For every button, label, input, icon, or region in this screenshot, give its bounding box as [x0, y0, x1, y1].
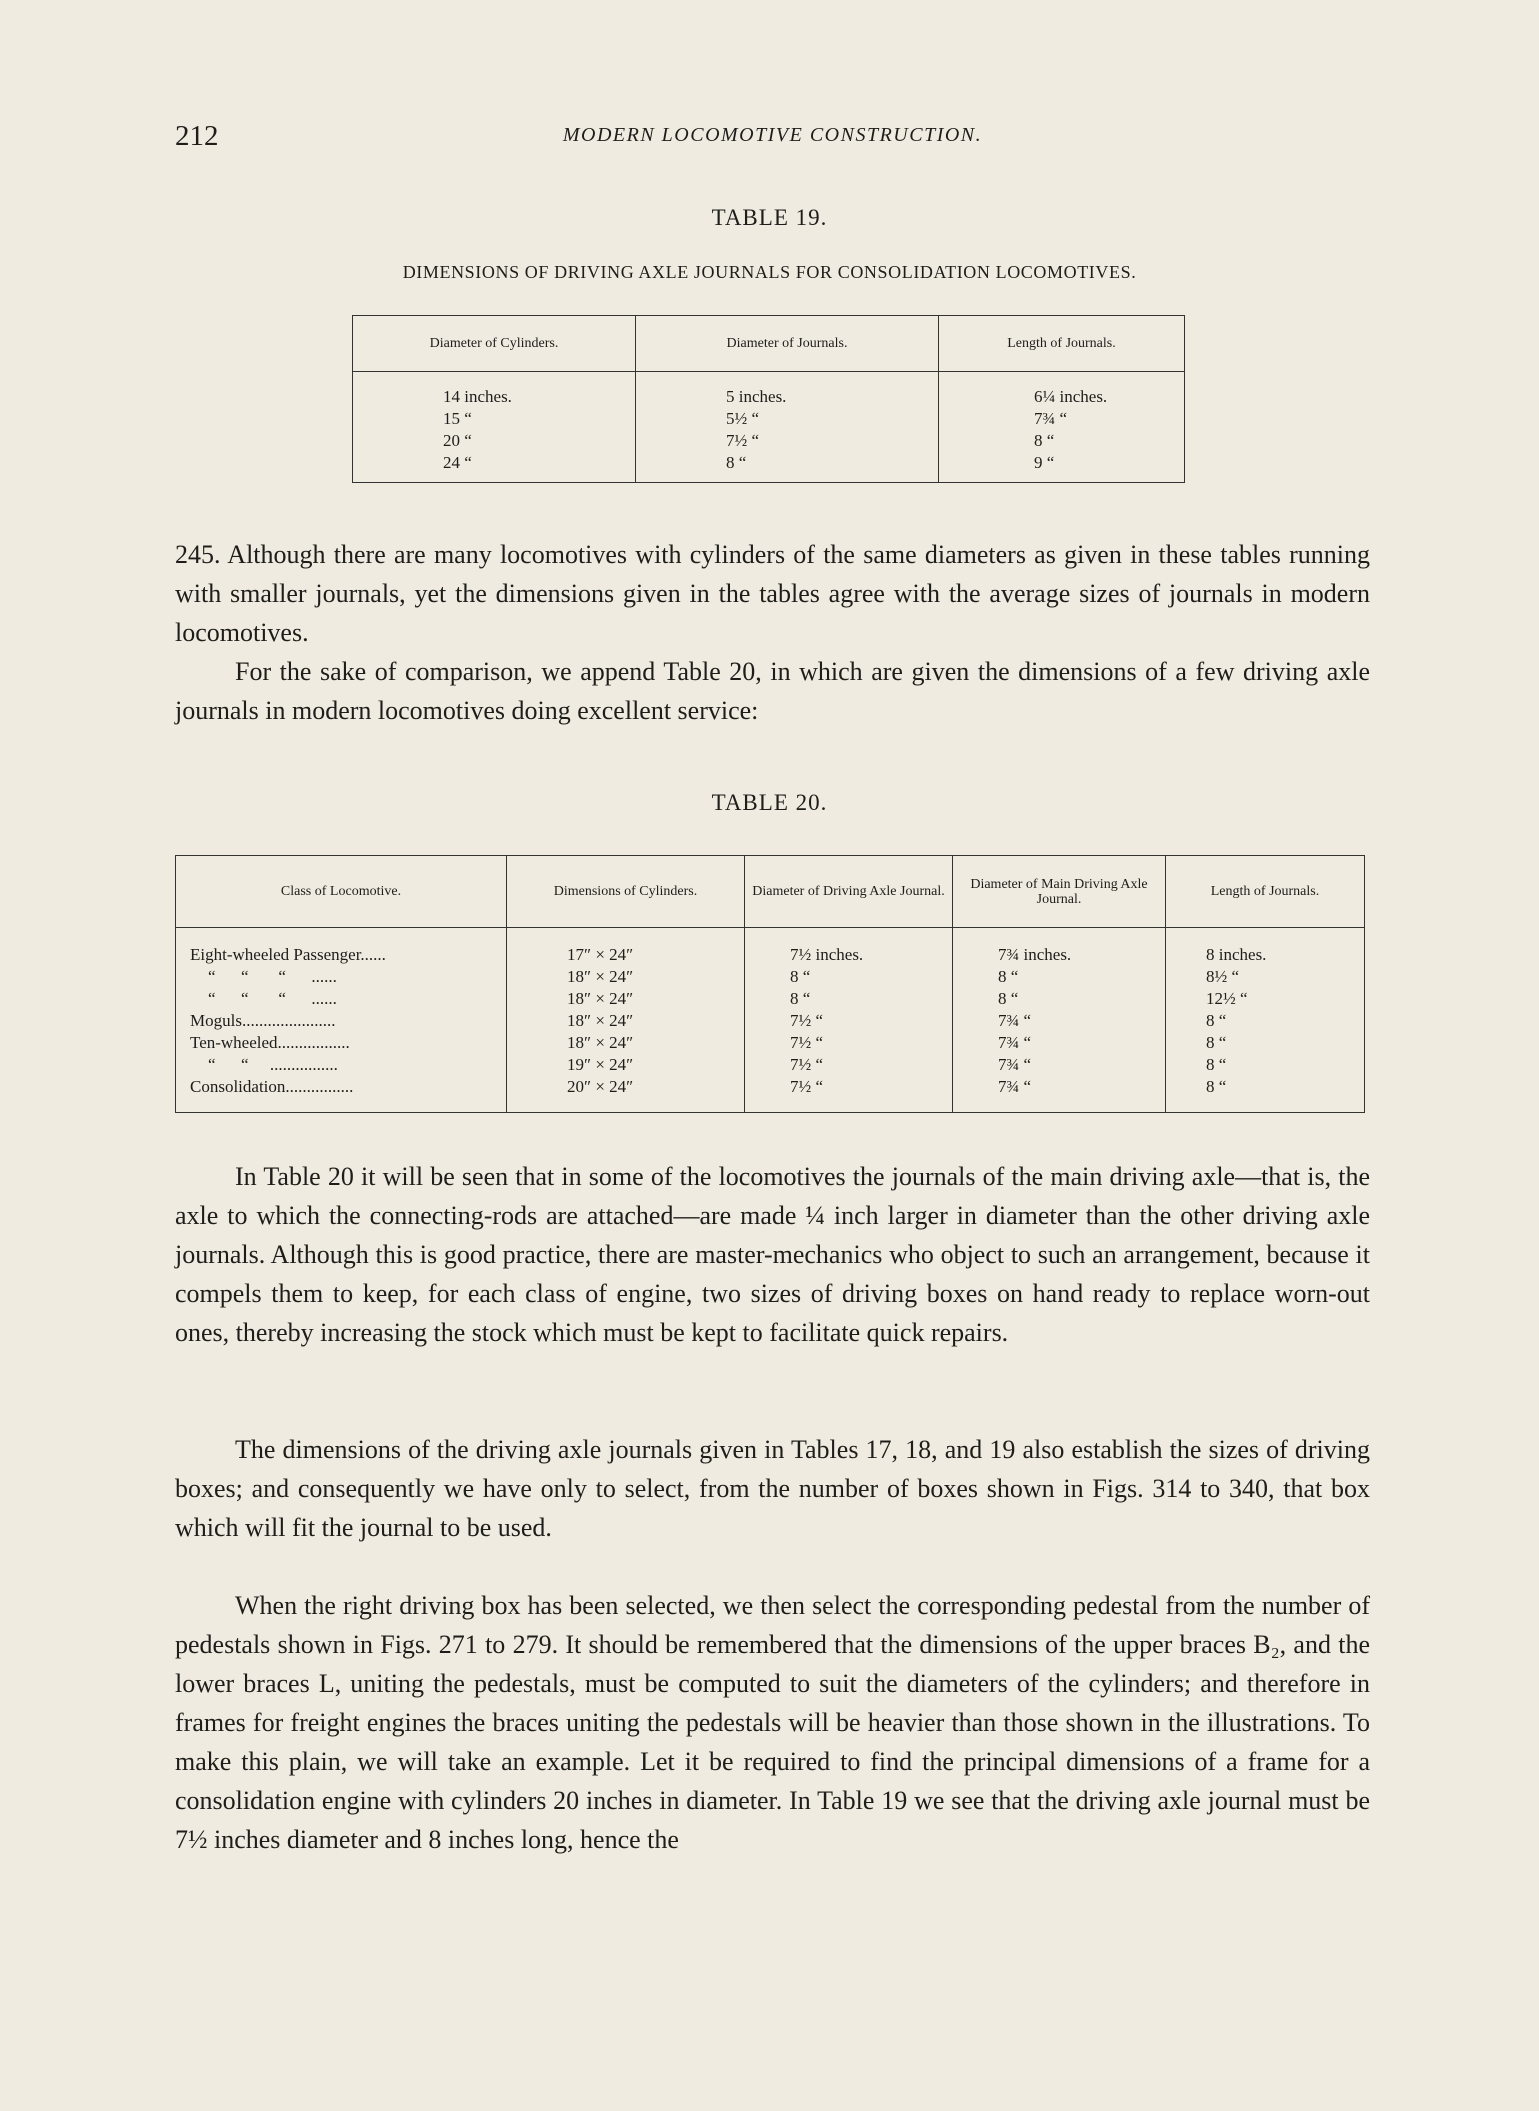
table-20-header-main-driving-axle: Diameter of Main Driving Axle Journal. — [953, 856, 1166, 928]
table-20-header-cylinders: Dimensions of Cylinders. — [507, 856, 745, 928]
table-19-title: TABLE 19. — [711, 205, 828, 230]
table-cell: 14 inches. — [443, 387, 512, 406]
table-cell: 8 “ — [1206, 1055, 1227, 1074]
table-20-title: TABLE 20. — [711, 790, 828, 815]
page-number: 212 — [175, 120, 219, 152]
table-cell: 7½ “ — [790, 1033, 824, 1052]
table-20-header-length: Length of Journals. — [1166, 856, 1365, 928]
table-19-col-journal-length — [939, 372, 1185, 483]
table-19-header-cylinders: Diameter of Cylinders. — [353, 316, 636, 372]
table-cell: Consolidation................ — [190, 1077, 354, 1096]
table-cell: Eight-wheeled Passenger...... — [190, 945, 386, 964]
paragraph-245: 245. Although there are many locomotives with cylinders of the same diameters as given in these tables running with smaller journals, yet the dimensions given in the tables agree with the average sizes of journals in modern locomotives. — [175, 540, 1370, 647]
table-cell: 20″ × 24″ — [567, 1077, 634, 1096]
table-cell: 8 inches. — [1206, 945, 1267, 964]
table-cell: “ “ “ ...... — [208, 967, 337, 986]
table-20-header-driving-axle: Diameter of Driving Axle Journal. — [745, 856, 953, 928]
table-cell: 8 “ — [998, 967, 1019, 986]
table-cell: “ “ “ ...... — [208, 989, 337, 1008]
running-head: MODERN LOCOMOTIVE CONSTRUCTION. — [562, 124, 983, 146]
table-cell: 8 “ — [1206, 1011, 1227, 1030]
table-cell: Ten-wheeled................. — [190, 1033, 350, 1052]
table-cell: “ “ ................ — [208, 1055, 338, 1074]
table-19-col-cylinders — [353, 372, 636, 483]
table-cell: 7¾ “ — [998, 1033, 1032, 1052]
table-cell: 5 inches. — [726, 387, 787, 406]
paragraph-table-20: In Table 20 it will be seen that in some of the locomotives the journals of the main driving axle—that is, the axle to which the connecting-rods are attached—are made ¼ inch larger in diameter than the other driving axle journals. Although this is good practice, there are master-mechanics who object to such an arrangement, because it compels them to keep, for each class of engine, two sizes of driving boxes on hand ready to replace worn-out ones, thereby increasing the stock which must be kept to facilitate quick repairs. — [175, 1162, 1370, 1347]
table-cell: Moguls...................... — [190, 1011, 336, 1030]
table-cell: 18″ × 24″ — [567, 967, 634, 986]
table-cell: 7¾ “ — [998, 1055, 1032, 1074]
table-19-header-journal-length: Length of Journals. — [939, 316, 1185, 372]
table-cell: 8½ “ — [1206, 967, 1240, 986]
table-cell: 8 “ — [726, 453, 747, 472]
table-cell: 7½ “ — [790, 1055, 824, 1074]
table-cell: 7½ “ — [790, 1077, 824, 1096]
table-cell: 7½ inches. — [790, 945, 864, 964]
page-header — [175, 120, 1370, 160]
table-19 — [352, 315, 1185, 483]
table-cell: 6¼ inches. — [1034, 387, 1108, 406]
table-cell: 8 “ — [1206, 1077, 1227, 1096]
paragraph-comparison: For the sake of comparison, we append Table 20, in which are given the dimensions of a few driving axle journals in modern locomotives doing excellent service: — [175, 657, 1370, 725]
table-cell: 8 “ — [790, 967, 811, 986]
table-cell: 7½ “ — [726, 431, 760, 450]
table-cell: 9 “ — [1034, 453, 1055, 472]
table-19-col-journal-diameter — [636, 372, 939, 483]
table-cell: 8 “ — [790, 989, 811, 1008]
table-cell: 20 “ — [443, 431, 472, 450]
table-cell: 12½ “ — [1206, 989, 1248, 1008]
table-20-col-main-driving-axle — [953, 928, 1166, 1113]
paragraph-pedestal: When the right driving box has been selected, we then select the corresponding pedestal from the number of pedestals shown in Figs. 271 to 279. It should be remembered that the dimensions of the upper braces B₂, and the lower braces L, uniting the pedestals, must be computed to suit the diameters of the cylinders; and therefore in frames for freight engines the braces uniting the pedestals will be heavier than those shown in the illustrations. To make this plain, we will take an example. Let it be required to find the principal dimensions of a frame for a consolidation engine with cylinders 20 inches in diameter. In Table 19 we see that the driving axle journal must be 7½ inches diameter and 8 inches long, hence the — [175, 1591, 1370, 1854]
table-cell: 7¾ “ — [1034, 409, 1068, 428]
table-cell: 24 “ — [443, 453, 472, 472]
table-cell: 8 “ — [998, 989, 1019, 1008]
table-20-col-cylinders — [507, 928, 745, 1113]
table-cell: 8 “ — [1206, 1033, 1227, 1052]
table-cell: 15 “ — [443, 409, 472, 428]
table-20-header-class: Class of Locomotive. — [176, 856, 507, 928]
paragraph-boxes: The dimensions of the driving axle journals given in Tables 17, 18, and 19 also establish the sizes of driving boxes; and consequently we have only to select, from the number of boxes shown in Figs. 314 to 340, that box which will fit the journal to be used. — [175, 1435, 1370, 1542]
table-cell: 17″ × 24″ — [567, 945, 634, 964]
table-20 — [175, 855, 1365, 1113]
table-20-col-length — [1166, 928, 1365, 1113]
table-cell: 5½ “ — [726, 409, 760, 428]
table-cell: 18″ × 24″ — [567, 989, 634, 1008]
table-cell: 18″ × 24″ — [567, 1033, 634, 1052]
table-20-col-class — [176, 928, 507, 1113]
table-cell: 19″ × 24″ — [567, 1055, 634, 1074]
table-20-col-driving-axle — [745, 928, 953, 1113]
table-cell: 7¾ inches. — [998, 945, 1072, 964]
table-cell: 7¾ “ — [998, 1077, 1032, 1096]
table-19-header-journal-diameter: Diameter of Journals. — [636, 316, 939, 372]
table-cell: 7½ “ — [790, 1011, 824, 1030]
table-cell: 7¾ “ — [998, 1011, 1032, 1030]
table-19-subtitle: DIMENSIONS OF DRIVING AXLE JOURNALS FOR CONSOLIDATION LOCOMOTIVES. — [402, 262, 1137, 282]
table-cell: 8 “ — [1034, 431, 1055, 450]
table-cell: 18″ × 24″ — [567, 1011, 634, 1030]
